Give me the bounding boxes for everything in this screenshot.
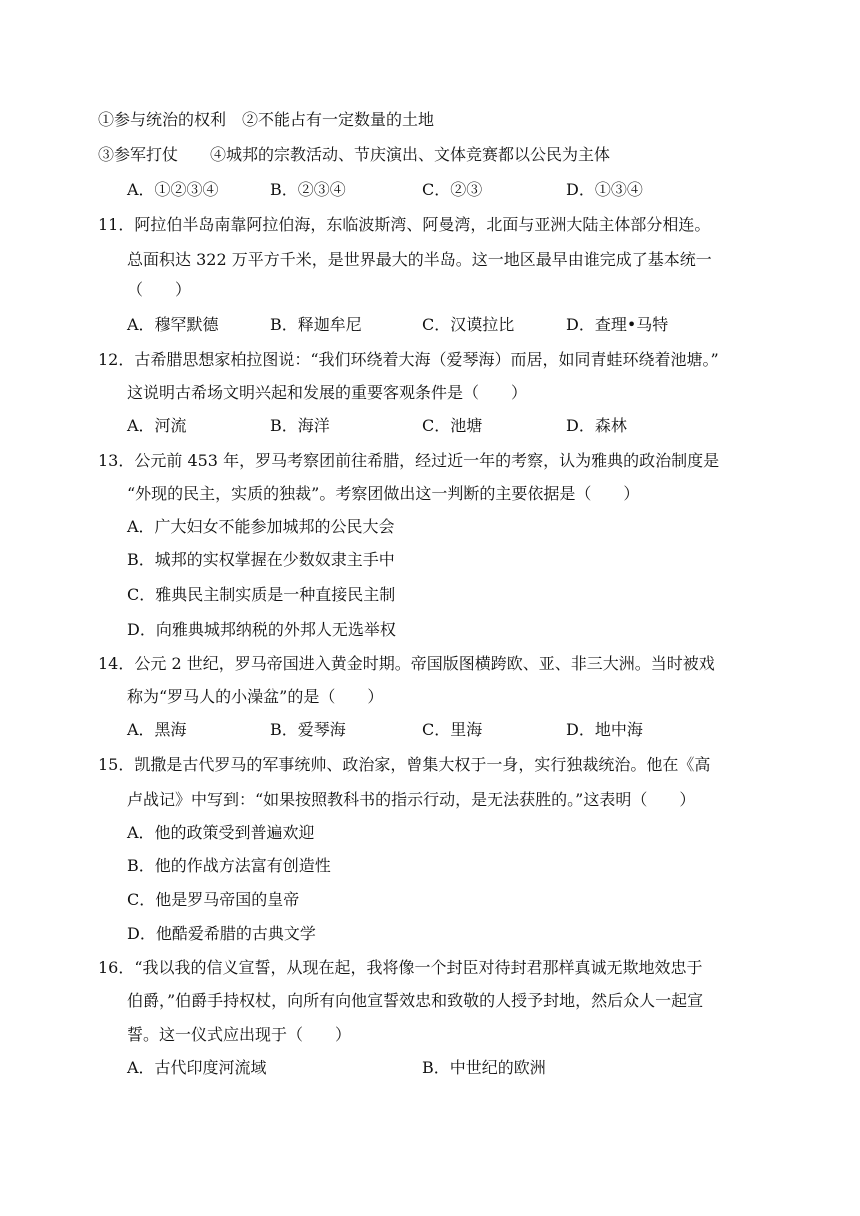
q10-statement-line-2: ③参军打仗 ④城邦的宗教活动、节庆演出、文体竞赛都以公民为主体 [98,145,611,164]
q13-option-b: B．城邦的实权掌握在少数奴隶主手中 [127,550,395,569]
q15-stem-line-1: 15．凯撒是古代罗马的军事统帅、政治家，曾集大权于一身，实行独裁统治。他在《高 [98,755,711,774]
q14-option-c: C．里海 [422,720,483,739]
q10-option-c: C．②③ [422,180,483,199]
q16-stem-line-2: 伯爵，”伯爵手持权杖，向所有向他宣誓效忠和致敬的人授予封地，然后众人一起宣 [127,991,704,1010]
q11-option-a: A．穆罕默德 [127,315,219,334]
q13-stem-line-2: “外现的民主，实质的独裁”。考察团做出这一判断的主要依据是（ ） [127,484,640,503]
q16-stem-line-3: 誓。这一仪式应出现于（ ） [127,1025,352,1044]
q13-option-c: C．雅典民主制实质是一种直接民主制 [127,585,396,604]
q11-answer-blank: （ ） [127,280,192,299]
q16-option-b: B．中世纪的欧洲 [422,1058,546,1077]
q15-option-c: C．他是罗马帝国的皇帝 [127,890,300,909]
q10-option-d: D．①③④ [566,180,643,199]
q12-stem-line-1: 12．古希腊思想家柏拉图说：“我们环绕着大海（爱琴海）而居，如同青蛙环绕着池塘。” [98,350,719,369]
q14-option-d: D．地中海 [566,720,643,739]
q13-option-d: D．向雅典城邦纳税的外邦人无选举权 [127,620,396,639]
q11-stem-line-1: 11．阿拉伯半岛南靠阿拉伯海，东临波斯湾、阿曼湾，北面与亚洲大陆主体部分相连。 [98,215,711,234]
q11-option-d: D．查理•马特 [566,315,669,334]
q11-option-c: C．汉谟拉比 [422,315,515,334]
q13-stem-line-1: 13．公元前 453 年，罗马考察团前往希腊，经过近一年的考察，认为雅典的政治制度是 [98,451,720,470]
q10-option-b: B．②③④ [270,180,346,199]
q16-option-a: A．古代印度河流域 [127,1058,267,1077]
q15-option-d: D．他酷爱希腊的古典文学 [127,924,316,943]
q12-option-a: A．河流 [127,416,187,435]
q14-option-a: A．黑海 [127,720,187,739]
q10-option-a: A．①②③④ [127,180,219,199]
q12-option-d: D．森林 [566,416,627,435]
q13-option-a: A．广大妇女不能参加城邦的公民大会 [127,517,395,536]
q14-option-b: B．爱琴海 [270,720,346,739]
q14-stem-line-1: 14．公元 2 世纪，罗马帝国进入黄金时期。帝国版图横跨欧、亚、非三大洲。当时被戏 [98,654,715,673]
q12-stem-line-2: 这说明古希场文明兴起和发展的重要客观条件是（ ） [127,383,528,402]
q16-stem-line-1: 16．“我以我的信义宣誓，从现在起，我将像一个封臣对待封君那样真诚无欺地效忠于 [98,958,703,977]
q11-stem-line-2: 总面积达 322 万平方千米，是世界最大的半岛。这一地区最早由谁完成了基本统一 [127,250,712,269]
q10-statement-line-1: ①参与统治的权利 ②不能占有一定数量的土地 [98,110,435,129]
q14-stem-line-2: 称为“罗马人的小澡盆”的是（ ） [127,687,384,706]
q15-stem-line-2: 卢战记》中写到：“如果按照教科书的指示行动，是无法获胜的。”这表明（ ） [127,790,696,809]
q12-option-c: C．池塘 [422,416,483,435]
q12-option-b: B．海洋 [270,416,330,435]
q15-option-b: B．他的作战方法富有创造性 [127,856,331,875]
q15-option-a: A．他的政策受到普遍欢迎 [127,823,315,842]
q11-option-b: B．释迦牟尼 [270,315,362,334]
